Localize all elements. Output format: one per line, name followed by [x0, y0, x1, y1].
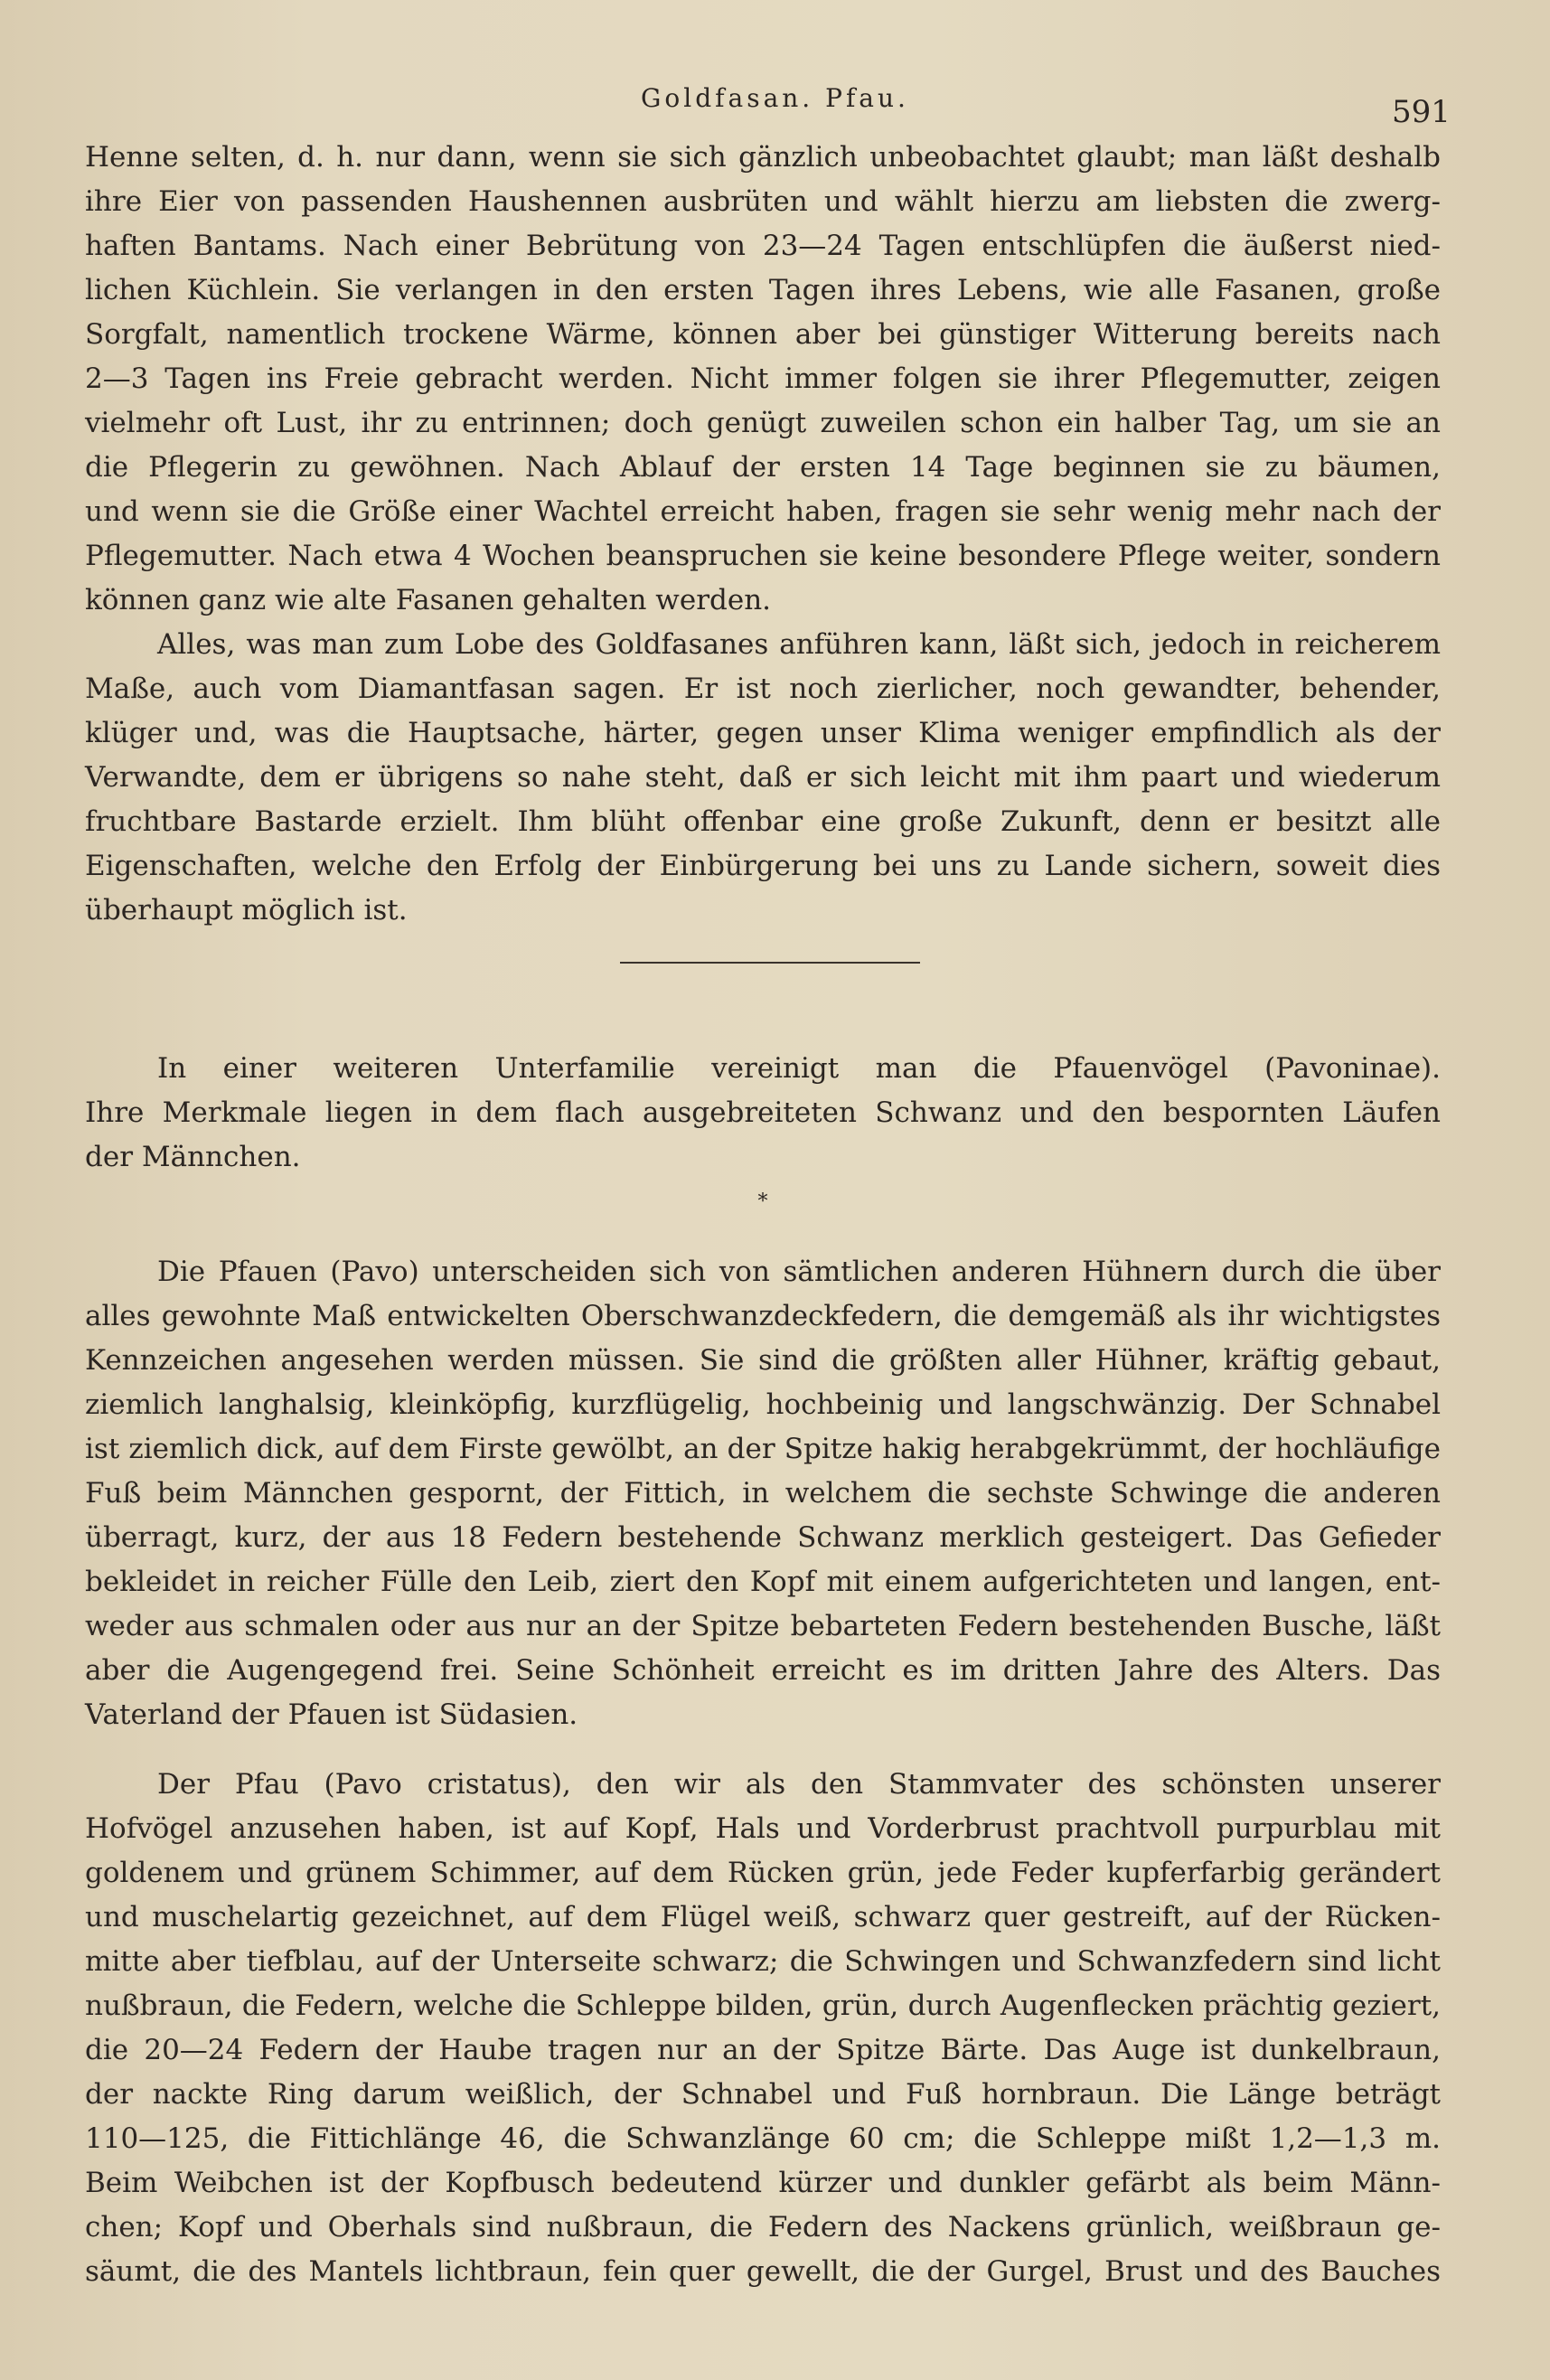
text-line: Der Pfau (Pavo cristatus), den wir als den Stammvater des schönsten unserer [157, 1768, 1441, 1801]
text-line: überragt, kurz, der aus 18 Federn bestehende Schwanz merklich gesteigert. Das Gefieder [85, 1521, 1441, 1554]
text-line: goldenem und grünem Schimmer, auf dem Rücken grün, jede Feder kupferfarbig gerändert [85, 1857, 1441, 1889]
section-divider-wrap [85, 933, 1441, 992]
text-line: der nackte Ring darum weißlich, der Schnabel und Fuß hornbraun. Die Länge beträgt [85, 2078, 1441, 2111]
text-line: klüger und, was die Hauptsache, härter, gegen unser Klima weniger empfindlich als der [85, 717, 1441, 749]
text-line: ziemlich langhalsig, kleinköpfig, kurzflügelig, hochbeinig und langschwänzig. Der Schnabel [85, 1388, 1441, 1421]
text-line: In einer weiteren Unterfamilie vereinigt man die Pfauenvögel (Pavoninae). [157, 1052, 1441, 1085]
text-line: die 20—24 Federn der Haube tragen nur an der Spitze Bärte. Das Auge ist dunkelbraun, [85, 2034, 1441, 2066]
text-body [85, 136, 1441, 2294]
text-line: mitte aber tiefblau, auf der Unterseite schwarz; die Schwingen und Schwanzfedern sind licht [85, 1945, 1441, 1978]
text-line: bekleidet in reicher Fülle den Leib, ziert den Kopf mit einem aufgerichteten und langen, ent- [85, 1566, 1441, 1598]
paragraph-pavoninae [85, 1047, 1441, 1180]
text-line: ist ziemlich dick, auf dem Firste gewölbt, an der Spitze hakig herabgekrümmt, der hochläufige [85, 1433, 1441, 1465]
text-line: lichen Küchlein. Sie verlangen in den ersten Tagen ihres Lebens, wie alle Fasanen, große [85, 274, 1441, 306]
text-line: Fuß beim Männchen gespornt, der Fittich, in welchem die sechste Schwinge die anderen [85, 1477, 1441, 1510]
section-asterisk: * [757, 1190, 768, 1213]
text-line: chen; Kopf und Oberhals sind nußbraun, die Federn des Nackens grünlich, weißbraun ge- [85, 2211, 1441, 2244]
text-line: Beim Weibchen ist der Kopfbusch bedeutend kürzer und dunkler gefärbt als beim Männ- [85, 2167, 1441, 2199]
paragraph-pavo-genus [85, 1250, 1441, 1737]
text-line: Pflegemutter. Nach etwa 4 Wochen beanspruchen sie keine besondere Pflege weiter, sondern [85, 540, 1441, 572]
text-line: können ganz wie alte Fasanen gehalten werden. [85, 584, 772, 616]
text-line: Verwandte, dem er übrigens so nahe steht, daß er sich leicht mit ihm paart und wiederum [85, 761, 1441, 794]
text-line: und muschelartig gezeichnet, auf dem Flügel weiß, schwarz quer gestreift, auf der Rücken- [85, 1901, 1441, 1933]
text-line: Kennzeichen angesehen werden müssen. Sie sind die größten aller Hühner, kräftig gebaut, [85, 1344, 1441, 1377]
section-divider [620, 962, 920, 964]
text-line: weder aus schmalen oder aus nur an der Spitze bebarteten Federn bestehenden Busche, läßt [85, 1610, 1441, 1642]
text-line: der Männchen. [85, 1141, 301, 1173]
text-line: Sorgfalt, namentlich trockene Wärme, können aber bei günstiger Witterung bereits nach [85, 318, 1441, 351]
text-line: Alles, was man zum Lobe des Goldfasanes anführen kann, läßt sich, jedoch in reicherem [157, 628, 1441, 661]
text-line: haften Bantams. Nach einer Bebrütung von 23—24 Tagen entschlüpfen die äußerst nied- [85, 230, 1441, 262]
text-line: säumt, die des Mantels lichtbraun, fein quer gewellt, die der Gurgel, Brust und des Bauches [85, 2255, 1441, 2288]
text-line: Henne selten, d. h. nur dann, wenn sie sich gänzlich unbeobachtet glaubt; man läßt deshalb [85, 141, 1441, 174]
paragraph-pavo-cristatus [85, 1763, 1441, 2294]
text-line: Hofvögel anzusehen haben, ist auf Kopf, Hals und Vorderbrust prachtvoll purpurblau mit [85, 1812, 1441, 1845]
text-line: vielmehr oft Lust, ihr zu entrinnen; doch genügt zuweilen schon ein halber Tag, um sie an [85, 407, 1441, 439]
text-line: Die Pfauen (Pavo) unterscheiden sich von sämtlichen anderen Hühnern durch die über [157, 1256, 1441, 1288]
text-line: 2—3 Tagen ins Freie gebracht werden. Nicht immer folgen sie ihrer Pflegemutter, zeigen [85, 362, 1441, 395]
text-line: und wenn sie die Größe einer Wachtel erreicht haben, fragen sie sehr wenig mehr nach der [85, 495, 1441, 528]
text-line: die Pflegerin zu gewöhnen. Nach Ablauf der ersten 14 Tage beginnen sie zu bäumen, [85, 451, 1441, 484]
text-line: Ihre Merkmale liegen in dem flach ausgebreiteten Schwanz und den bespornten Läufen [85, 1096, 1441, 1129]
paragraph-hatching [85, 136, 1441, 623]
paragraph-diamond-pheasant [85, 623, 1441, 933]
text-line: überhaupt möglich ist. [85, 894, 408, 927]
text-line: Vaterland der Pfauen ist Südasien. [85, 1698, 578, 1731]
running-head: Goldfasan. Pfau. [641, 83, 909, 113]
text-line: aber die Augengegend frei. Seine Schönheit erreicht es im dritten Jahre des Alters. Das [85, 1654, 1441, 1687]
text-line: Maße, auch vom Diamantfasan sagen. Er ist noch zierlicher, noch gewandter, behender, [85, 673, 1441, 705]
text-line: ihre Eier von passenden Haushennen ausbrüten und wählt hierzu am liebsten die zwerg- [85, 185, 1441, 218]
text-line: Eigenschaften, welche den Erfolg der Einbürgerung bei uns zu Lande sichern, soweit dies [85, 850, 1441, 882]
text-line: nußbraun, die Federn, welche die Schleppe bilden, grün, durch Augenflecken prächtig geziert, [85, 1990, 1441, 2022]
page-number: 591 [1392, 94, 1451, 130]
text-line: 110—125, die Fittichlänge 46, die Schwanzlänge 60 cm; die Schleppe mißt 1,2—1,3 m. [85, 2122, 1441, 2155]
text-line: alles gewohnte Maß entwickelten Oberschwanzdeckfedern, die demgemäß als ihr wichtigstes [85, 1300, 1441, 1332]
text-line: fruchtbare Bastarde erzielt. Ihm blüht offenbar eine große Zukunft, denn er besitzt alle [85, 805, 1441, 838]
